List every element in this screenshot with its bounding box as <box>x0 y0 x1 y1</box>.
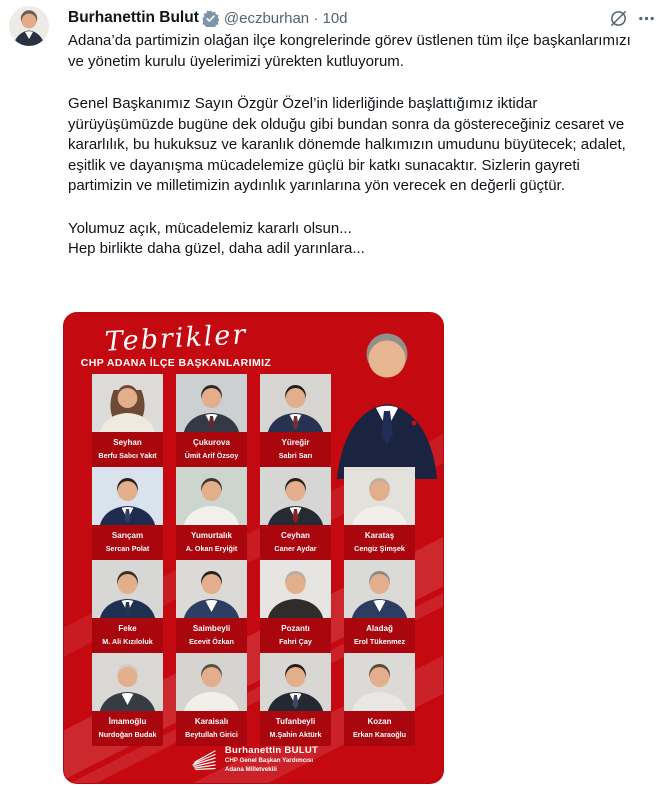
president-name: Ümit Arif Özsoy <box>184 451 239 460</box>
poster-header <box>64 319 288 369</box>
president-name: Cengiz Şimşek <box>354 544 405 553</box>
president-name: Nurdoğan Budak <box>98 730 157 739</box>
poster-script-title: Tebrikler <box>103 319 249 358</box>
member-photo <box>260 560 331 618</box>
grok-actions-icon[interactable] <box>609 9 628 28</box>
member-photo <box>176 653 247 711</box>
district-label: İmamoğlu <box>108 717 147 726</box>
handle[interactable]: @eczburhan <box>223 9 310 27</box>
president-name: Erkan Karaoğlu <box>352 730 407 739</box>
member-tile <box>344 653 415 746</box>
timestamp[interactable]: 10d <box>322 9 348 27</box>
display-name[interactable]: Burhanettin Bulut <box>68 9 199 26</box>
member-tile <box>92 374 163 467</box>
president-name: Erol Tükenmez <box>353 637 406 646</box>
tweet-line-hep-birlikte: Hep birlikte daha güzel, daha adil yarınlara... <box>68 240 365 257</box>
district-label: Yumurtalık <box>191 531 232 540</box>
member-photo <box>92 374 163 432</box>
president-name: Sercan Polat <box>105 544 150 553</box>
member-tile <box>92 653 163 746</box>
district-label: Karaisalı <box>194 717 229 726</box>
district-label: Seyhan <box>113 438 142 447</box>
tweet-header <box>68 8 656 28</box>
member-photo <box>344 467 415 525</box>
member-photo <box>92 653 163 711</box>
president-name: Caner Aydar <box>274 544 317 553</box>
president-name: Sabri Sarı <box>278 451 313 460</box>
member-tile <box>260 653 331 746</box>
member-tile <box>92 467 163 560</box>
member-photo <box>260 653 331 711</box>
poster-heading: CHP ADANA İLÇE BAŞKANLARIMIZ <box>80 357 272 369</box>
members-grid <box>92 374 415 746</box>
member-photo <box>176 560 247 618</box>
president-name: Berfu Salıcı Yakıt <box>98 451 157 460</box>
handle-and-time[interactable] <box>224 10 348 27</box>
tweet-paragraph-3 <box>68 219 645 260</box>
member-tile <box>176 374 247 467</box>
district-label: Yüreğir <box>281 438 310 447</box>
district-label: Çukurova <box>193 438 230 447</box>
poster-footer-name: Burhanettin BULUT <box>224 745 319 756</box>
president-name: Fahri Çay <box>279 637 312 646</box>
member-tile <box>92 560 163 653</box>
tweet-text <box>68 31 645 260</box>
poster-footer <box>64 745 443 774</box>
poster-footer-title2: Adana Milletvekili <box>224 766 277 773</box>
member-photo <box>260 467 331 525</box>
avatar[interactable] <box>9 6 49 46</box>
district-label: Sarıçam <box>111 531 144 540</box>
chp-six-arrows-logo-icon <box>189 748 217 772</box>
district-label: Feke <box>118 624 137 633</box>
member-photo <box>344 560 415 618</box>
president-name: Beytullah Girici <box>185 730 238 739</box>
more-options-icon[interactable] <box>637 9 656 28</box>
district-label: Kozan <box>367 717 392 726</box>
member-photo <box>176 374 247 432</box>
district-label: Aladağ <box>366 624 393 633</box>
dot-separator: · <box>313 9 323 27</box>
member-tile <box>260 467 331 560</box>
district-label: Karataş <box>364 531 395 540</box>
avatar-portrait <box>9 6 49 46</box>
district-label: Saimbeyli <box>192 624 231 633</box>
leader-photo-spacer <box>344 374 415 467</box>
president-name: A. Okan Eryiğit <box>185 544 238 553</box>
member-photo <box>92 467 163 525</box>
tweet-image-poster[interactable] <box>63 312 444 784</box>
president-name: Ecevit Özkan <box>189 637 234 646</box>
member-photo <box>344 653 415 711</box>
district-label: Ceyhan <box>281 531 310 540</box>
member-tile <box>260 560 331 653</box>
district-label: Tufanbeyli <box>275 717 316 726</box>
poster-footer-title1: CHP Genel Başkan Yardımcısı <box>224 757 314 764</box>
member-tile <box>344 560 415 653</box>
tweet-paragraph-1: Adana’da partimizin olağan ilçe kongrelerinde görev üstlenen tüm ilçe başkanlarımızı ve yönetim kurulu üyelerimizi yürekten kutluyorum. <box>68 32 631 70</box>
district-label: Pozantı <box>281 624 310 633</box>
verified-badge-icon <box>202 10 219 27</box>
president-name: M. Ali Kızıloluk <box>102 637 153 646</box>
president-name: M.Şahin Aktürk <box>269 730 322 739</box>
tweet-paragraph-2: Genel Başkanımız Sayın Özgür Özel’in liderliğinde başlattığımız iktidar yürüyüşümüzde bugüne dek olduğu gibi bundan sonra da göstereceğiniz cesaret ve kararlılık, bu hukuksuz ve karanlık dönemde halkımızın umudunu büyütecek; adalet, eşitlik ve dayanışma mücadelemize güçlü bir katkı sunacaktır. Sizlerin gayreti partimizin ve milletimizin aydınlık yarınlarına yön verecek en değerli güçtür. <box>68 95 626 194</box>
member-tile <box>176 653 247 746</box>
member-tile <box>344 467 415 560</box>
member-tile <box>260 374 331 467</box>
member-tile <box>176 560 247 653</box>
member-tile <box>176 467 247 560</box>
member-photo <box>92 560 163 618</box>
member-photo <box>260 374 331 432</box>
tweet-line-yolumuz: Yolumuz açık, mücadelemiz kararlı olsun... <box>68 219 352 237</box>
member-photo <box>176 467 247 525</box>
